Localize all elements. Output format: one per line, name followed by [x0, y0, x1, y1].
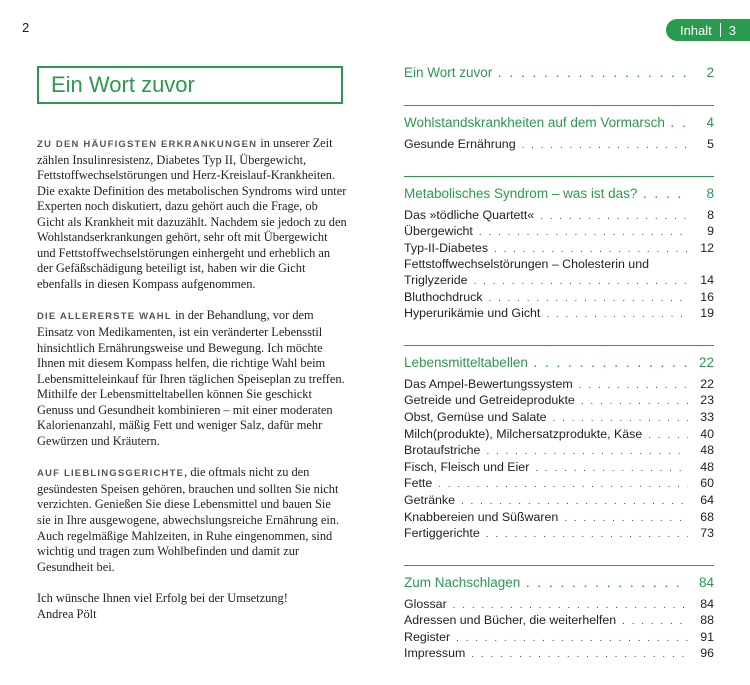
toc-heading-label[interactable]: Metabolisches Syndrom – was ist das?: [404, 185, 638, 201]
closing: [37, 591, 347, 622]
toc-entry-page: 12: [700, 240, 714, 255]
paragraph-lead: AUF LIEBLINGSGERICHTE: [37, 468, 185, 480]
toc-leader-dots: [622, 614, 688, 630]
toc-leader-dots: [471, 647, 688, 663]
toc-entry[interactable]: [404, 257, 714, 273]
toc-entry[interactable]: [404, 273, 714, 290]
toc-entry[interactable]: [404, 306, 714, 323]
toc-entry[interactable]: [404, 493, 714, 510]
left-page-number: 2: [22, 20, 30, 35]
toc-heading-row[interactable]: [404, 64, 714, 83]
toc-entry-label[interactable]: Typ-II-Diabetes: [404, 240, 489, 255]
toc-entry-label[interactable]: Knabbereien und Süßwaren: [404, 509, 559, 524]
toc-heading-label[interactable]: Zum Nachschlagen: [404, 574, 521, 590]
toc-leader-dots: [581, 394, 688, 410]
toc-heading-page: 2: [706, 65, 714, 80]
toc-entry-label[interactable]: Hyperurikämie und Gicht: [404, 306, 541, 321]
toc-entry-page: 91: [700, 629, 714, 644]
toc-entry-page: 60: [700, 476, 714, 491]
toc-leader-dots: [479, 225, 688, 241]
toc-entry-page: 16: [700, 289, 714, 304]
page-title-box: [37, 66, 343, 104]
toc-entry-page: 23: [700, 393, 714, 408]
toc-entry-label[interactable]: Register: [404, 629, 451, 644]
toc-leader-dots: [453, 598, 688, 614]
toc-heading[interactable]: [404, 105, 714, 133]
toc-entry-label[interactable]: Fettstoffwechselstörungen – Cholesterin und: [404, 257, 649, 272]
toc-entry-page: 48: [700, 459, 714, 474]
toc-section: [404, 565, 714, 663]
toc-entry[interactable]: [404, 137, 714, 154]
toc-heading-row[interactable]: [404, 185, 714, 204]
toc-heading-label[interactable]: Lebensmitteltabellen: [404, 354, 528, 370]
paragraph: [37, 136, 347, 292]
toc-leader-dots: [671, 116, 688, 133]
right-page-number: 3: [728, 22, 736, 38]
toc-entry[interactable]: [404, 427, 714, 444]
toc-entry[interactable]: [404, 443, 714, 460]
toc-heading-label[interactable]: Ein Wort zuvor: [404, 65, 493, 80]
toc-entry-label[interactable]: Das »tödliche Quartett«: [404, 207, 535, 222]
toc-leader-dots: [486, 527, 688, 543]
toc-section: [404, 105, 714, 154]
toc-leader-dots: [540, 209, 688, 225]
toc-entry-page: 5: [707, 137, 714, 151]
toc-heading-label[interactable]: Wohlstandskrankheiten auf dem Vormarsch: [404, 115, 665, 130]
toc-leader-dots: [579, 378, 688, 394]
toc-entry-page: 9: [707, 224, 714, 239]
toc-entry-label[interactable]: Adressen und Bücher, die weiterhelfen: [404, 613, 617, 628]
paragraph-lead: ZU DEN HÄUFIGSTEN ERKRANKUNGEN: [37, 139, 258, 150]
toc-entry[interactable]: [404, 460, 714, 477]
closing-line: Ich wünsche Ihnen viel Erfolg bei der Umsetzung!: [37, 591, 288, 606]
toc-entry[interactable]: [404, 510, 714, 527]
toc-heading[interactable]: [404, 64, 714, 83]
toc-entry-page: 22: [700, 376, 714, 391]
section-tab: [666, 19, 750, 41]
toc-entry-label[interactable]: Das Ampel-Bewertungssystem: [404, 376, 573, 391]
author-name: Andrea Pölt: [37, 606, 97, 621]
toc-leader-dots: [534, 356, 688, 373]
page-title: Ein Wort zuvor: [51, 72, 195, 97]
toc-heading-page: 22: [698, 354, 714, 370]
toc-leader-dots: [486, 444, 688, 460]
toc-entry[interactable]: [404, 476, 714, 493]
toc-entry[interactable]: [404, 208, 714, 225]
toc-heading-page: 84: [698, 574, 714, 590]
paragraph: [37, 308, 347, 449]
toc-entry-page: 96: [700, 646, 714, 661]
toc-entry-label[interactable]: Übergewicht: [404, 224, 473, 239]
toc-entry-label[interactable]: Bluthochdruck: [404, 289, 483, 304]
table-of-contents: [404, 64, 714, 685]
toc-heading[interactable]: [404, 345, 714, 373]
toc-entry-page: 19: [700, 306, 714, 321]
paragraph-text: in der Behandlung, vor dem Einsatz von Medikamenten, ist ein veränderter Lebensstil hinsichtlich Ernährungsweise und Bewegung. Ich möchte Ihnen mit diesem Kompass helfen, die richtige Wahl beim Lebensmitteleinkauf für Ihren täglichen Speiseplan zu treffen. Mithilfe der Lebensmitteltabellen können Sie geschickt Genuss und Gesundheit kombinieren – mit einer moderaten Kalorienanzahl, mäßig Fett und weniger Salz, dafür mehr Gewürzen und Kräutern.: [37, 308, 345, 448]
toc-entry-page: 48: [700, 443, 714, 458]
toc-heading-page: 4: [706, 115, 714, 130]
toc-section: [404, 64, 714, 83]
toc-leader-dots: [438, 477, 688, 493]
toc-section: [404, 345, 714, 543]
toc-entry[interactable]: [404, 597, 714, 614]
toc-entry-page: 68: [700, 509, 714, 524]
toc-entry-label[interactable]: Getreide und Getreideprodukte: [404, 393, 575, 408]
paragraph-lead: DIE ALLERERSTE WAHL: [37, 311, 172, 323]
toc-entry[interactable]: [404, 241, 714, 258]
toc-entry-page: 40: [700, 426, 714, 441]
toc-entry[interactable]: [404, 630, 714, 647]
section-tab-label: Inhalt: [679, 22, 712, 38]
toc-entry[interactable]: [404, 290, 714, 307]
toc-entry-label[interactable]: Triglyzeride: [404, 272, 468, 287]
toc-entry-label[interactable]: Fertiggerichte: [404, 526, 480, 541]
toc-entry-label[interactable]: Impressum: [404, 646, 466, 661]
toc-entry[interactable]: [404, 613, 714, 630]
toc-heading[interactable]: [404, 565, 714, 593]
toc-leader-dots: [474, 274, 688, 290]
toc-entry-label[interactable]: Fette: [404, 476, 433, 491]
toc-entry-page: 73: [700, 526, 714, 541]
toc-entry-label[interactable]: Brotaufstriche: [404, 443, 481, 458]
toc-entry[interactable]: [404, 410, 714, 427]
toc-heading-page: 8: [706, 185, 714, 201]
toc-heading-row[interactable]: [404, 354, 714, 373]
toc-entry[interactable]: [404, 377, 714, 394]
toc-entry-page: 8: [707, 207, 714, 222]
toc-entry-page: 88: [700, 613, 714, 628]
intro-text: [37, 136, 347, 638]
toc-leader-dots: [498, 66, 688, 83]
toc-leader-dots: [564, 511, 688, 527]
toc-leader-dots: [489, 291, 688, 307]
toc-entry-page: 14: [700, 272, 714, 287]
toc-heading[interactable]: [404, 176, 714, 204]
toc-leader-dots: [546, 307, 688, 323]
toc-entry[interactable]: [404, 526, 714, 543]
toc-entry-page: 64: [700, 492, 714, 507]
toc-entry-label[interactable]: Glossar: [404, 596, 447, 611]
toc-heading-row[interactable]: [404, 574, 714, 593]
toc-leader-dots: [526, 576, 688, 593]
toc-entry-page: 84: [700, 596, 714, 611]
toc-entry-label[interactable]: Milch(produkte), Milchersatzprodukte, Käse: [404, 426, 643, 441]
toc-leader-dots: [535, 461, 688, 477]
toc-entry-page: 33: [700, 409, 714, 424]
toc-entry-label[interactable]: Obst, Gemüse und Salate: [404, 409, 547, 424]
toc-leader-dots: [553, 411, 688, 427]
toc-leader-dots: [522, 138, 688, 154]
toc-section: [404, 176, 714, 323]
paragraph-text: , die oftmals nicht zu den gesündesten Speisen gehören, brauchen und sollten Sie nicht verzichten. Genießen Sie diese Lebensmittel und bauen Sie sie in Ihre ausgewogene, abwechslungsreiche Ernährung ein. Auch regelmäßige Mahlzeiten, in Ruhe eingenommen, sind wichtig und tragen zum Wohlbefinden und damit zur Gesundheit bei.: [37, 465, 340, 574]
toc-entry[interactable]: [404, 224, 714, 241]
toc-entry-label[interactable]: Gesunde Ernährung: [404, 137, 516, 151]
toc-leader-dots: [648, 428, 688, 444]
toc-leader-dots: [643, 187, 688, 204]
toc-entry-label[interactable]: Fisch, Fleisch und Eier: [404, 459, 530, 474]
toc-entry-label[interactable]: Getränke: [404, 492, 455, 507]
toc-entry[interactable]: [404, 646, 714, 663]
toc-leader-dots: [494, 242, 688, 258]
paragraph: [37, 465, 347, 575]
toc-leader-dots: [456, 631, 688, 647]
toc-leader-dots: [461, 494, 688, 510]
paragraph-text: in unserer Zeit zählen Insulinresistenz, Diabetes Typ II, Übergewicht, Fettstoffwechselstörungen und Herz-Kreislauf-Krankheiten. Die exakte Definition des metabolischen Syndroms wird unter Experten noch diskutiert, dazu gehört auch die Frage, ob Gicht als Krankheit mit dazuzählt. Nachdem sie jedoch zu den Wohlstandserkrankungen gehört, sehr oft mit Übergewicht und Fettstoffwechselstörungen einhergeht und erheblich an der Gefäßschädigung beteiligt ist, haben wir die Gicht ebenfalls in diesen Kompass aufgenommen.: [37, 136, 347, 291]
section-tab-divider: [720, 23, 721, 37]
toc-heading-row[interactable]: [404, 114, 714, 133]
toc-entry[interactable]: [404, 393, 714, 410]
